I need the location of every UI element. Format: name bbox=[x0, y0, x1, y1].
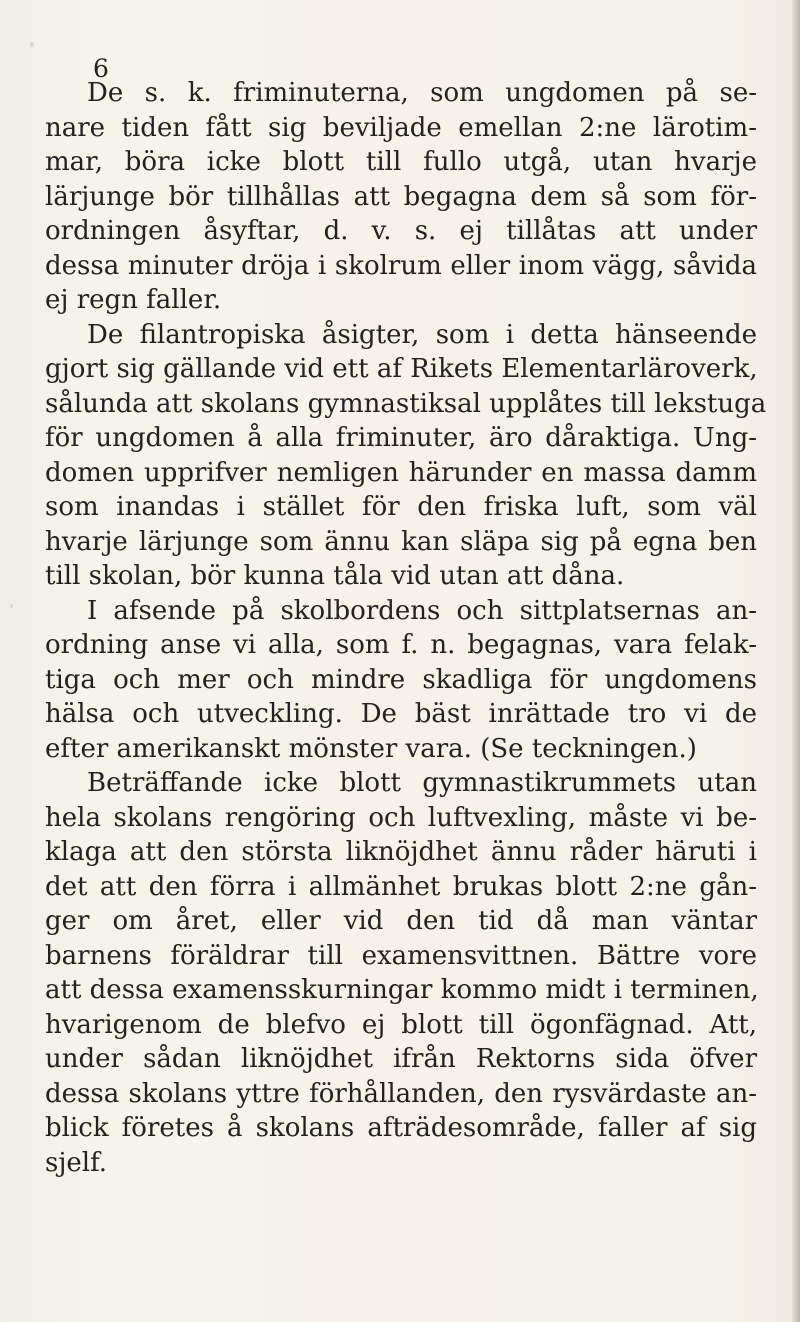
page-number: 6 bbox=[93, 54, 109, 83]
text-line: De filantropiska åsigter, som i detta hänseende bbox=[87, 319, 757, 350]
text-line: dessa minuter dröja i skolrum eller inom vägg, såvida bbox=[45, 250, 757, 281]
text-line: ordningen åsyftar, d. v. s. ej tillåtas att under bbox=[45, 216, 757, 246]
paragraph bbox=[45, 76, 757, 318]
text-line: till skolan, bör kunna tåla vid utan att dåna. bbox=[45, 561, 625, 591]
text-line: att dessa examensskurningar kommo midt i terminen, bbox=[45, 975, 759, 1005]
text-line: hvarigenom de blefvo ej blott till ögonfägnad. Att, bbox=[45, 1009, 757, 1040]
text-line: gjort sig gällande vid ett af Rikets Elementarläroverk, bbox=[45, 354, 758, 384]
text-line: det att den förra i allmänhet brukas blott 2:ne gån- bbox=[45, 871, 757, 902]
text-line: De s. k. friminuterna, som ungdomen på se- bbox=[87, 78, 757, 108]
text-line: dessa skolans yttre förhållanden, den rysvärdaste an- bbox=[45, 1078, 757, 1109]
paragraph bbox=[45, 766, 757, 1180]
page-text bbox=[45, 76, 767, 1180]
text-line: under sådan liknöjdhet ifrån Rektorns sida öfver bbox=[45, 1044, 757, 1074]
page-edge-shadow bbox=[792, 0, 800, 1322]
text-line: mar, böra icke blott till fullo utgå, utan hvarje bbox=[45, 147, 757, 177]
text-line: nare tiden fått sig beviljade emellan 2:ne lärotim- bbox=[45, 112, 757, 143]
text-line: ej regn faller. bbox=[45, 285, 222, 315]
text-line: ger om året, eller vid den tid då man väntar bbox=[45, 906, 757, 936]
text-line: som inandas i stället för den friska luft, som väl bbox=[45, 492, 757, 522]
paper-spot bbox=[10, 604, 13, 608]
text-line: hvarje lärjunge som ännu kan släpa sig på egna ben bbox=[45, 526, 757, 557]
paragraph bbox=[45, 318, 767, 594]
paragraph bbox=[45, 594, 757, 767]
text-line: hela skolans rengöring och luftvexling, måste vi be- bbox=[45, 802, 757, 833]
text-line: blick företes å skolans afträdesområde, faller af sig bbox=[45, 1113, 757, 1143]
text-line: barnens föräldrar till examensvittnen. Bättre vore bbox=[45, 940, 757, 971]
text-line: tiga och mer och mindre skadliga för ungdomens bbox=[45, 664, 757, 695]
text-line: för ungdomen å alla friminuter, äro dåraktiga. Ung- bbox=[45, 423, 757, 453]
text-line: domen upprifver nemligen härunder en massa damm bbox=[45, 457, 757, 488]
text-line: lärjunge bör tillhållas att begagna dem så som för- bbox=[45, 181, 757, 212]
paper-spot bbox=[30, 42, 34, 47]
text-line: I afsende på skolbordens och sittplatsernas an- bbox=[87, 595, 757, 626]
text-line: sålunda att skolans gymnastiksal upplåtes till lekstuga bbox=[45, 388, 767, 419]
text-line: sjelf. bbox=[45, 1147, 108, 1178]
text-line: ordning anse vi alla, som f. n. begagnas, vara felak- bbox=[45, 630, 757, 660]
text-line: klaga att den största liknöjdhet ännu råder häruti i bbox=[45, 837, 757, 867]
text-line: hälsa och utveckling. De bäst inrättade tro vi de bbox=[45, 699, 757, 729]
text-line: efter amerikanskt mönster vara. (Se teckningen.) bbox=[45, 733, 697, 764]
text-line: Beträffande icke blott gymnastikrummets utan bbox=[87, 768, 757, 798]
